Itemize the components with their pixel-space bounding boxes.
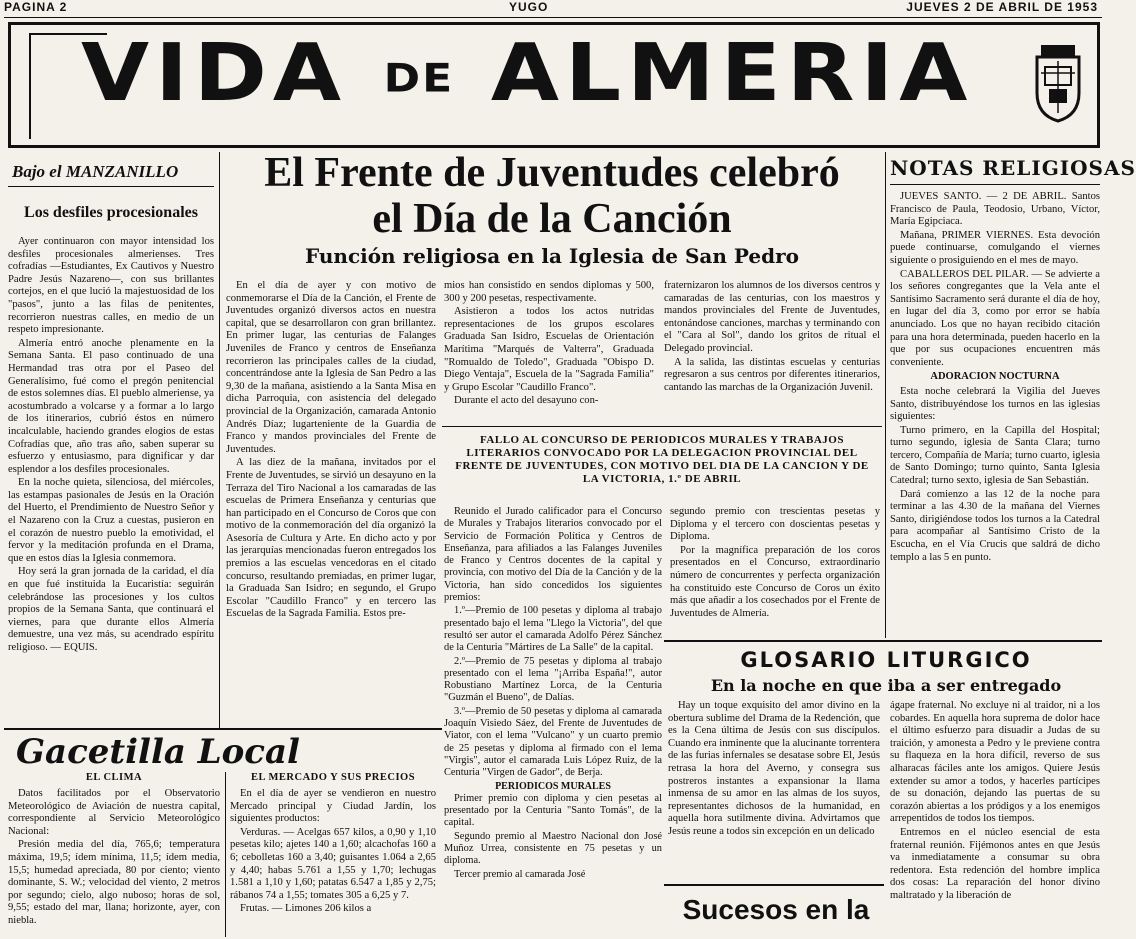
religious-notes-body <box>890 191 1100 564</box>
gacetilla-title: Gacetilla Local <box>16 732 300 772</box>
paragraph: 1.º—Premio de 100 pesetas y diploma al trabajo presentado bajo el lema "Llego la Victoria", del que resultó ser autor el camarada Adolfo Pérez Sánchez de la Centuria "Mártires de La Salle" de la capital. <box>444 605 662 654</box>
clima-body <box>8 788 220 929</box>
main-headline-line2: el Día de la Canción <box>372 196 732 242</box>
paragraph: Primer premio con diploma y cien pesetas al presentado por la Centuria "Santo Tomás", de la capital. <box>444 792 662 829</box>
masthead-word-almeria: ALMERIA <box>490 26 974 119</box>
glosario-col1 <box>668 700 880 840</box>
clima-subhead: EL CLIMA <box>85 772 143 783</box>
column-rule <box>885 152 886 638</box>
issue-date: JUEVES 2 DE ABRIL DE 1953 <box>906 0 1098 14</box>
paragraph: Durante el acto del desayuno con- <box>454 395 599 407</box>
mercado-subhead: EL MERCADO Y SUS PRECIOS <box>250 772 416 783</box>
page-header-bar <box>4 0 1102 16</box>
section-rule <box>664 640 1102 642</box>
fallo-headline: FALLO AL CONCURSO DE PERIODICOS MURALES Y TRABAJOS LITERARIOS CONVOCADO POR LA DELEGACION PROVINCIAL DEL FRENTE DE JUVENTUDES, CON MOTIVO DEL DIA DE LA CANCION Y DE LA VICTORIA, 1.º DE ABRIL <box>455 434 869 485</box>
kicker-rule <box>8 186 214 187</box>
paragraph: Almería entró anoche plenamente en la Semana Santa. El paso continuado de una Hermandad tras otra por el Paseo del Generalísimo, fué como el pregón penitencial de estos solemnes días. El pueblo almeriense, ya acostumbrado a volcarse y a formar a lo largo de los itinerarios, cubrió éstos en número incalculable, haciendo grandes elogios de estas Cofradías que, año tras año, saben superar su esfuerzo y entusiasmo, para dignificar y dar esplendor a los desfiles procesionales. <box>8 337 214 475</box>
paragraph: A las diez de la mañana, invitados por el Frente de Juventudes, se sirvió un desayuno en la Terraza del Tiro Nacional a los camaradas de las escuelas de Primera Enseñanza y centurias que han participado en el Concurso de Coros que con motivo de la conmemoración del día organizó la Asesoría de Cultura y Arte. En dicho acto y por las jerarquías mencionadas fueron entregados los premios a las escuelas vencedoras en el citado concurso, resultando premiadas, en primer lugar, la Graduada San Isidro; en segundo, el Grupo Escolar "Caudillo Franco" y en tercero las Escuelas de la Sagrada Familia. Estos pre- <box>226 457 436 620</box>
main-story-col1 <box>226 280 436 622</box>
section-kicker: Bajo el MANZANILLO <box>12 162 179 181</box>
paragraph: Verduras. — Acelgas 657 kilos, a 0,90 y 1,10 pesetas kilo; ajetes 140 a 1,60; alcachofas 160 a 6; cebolletas 160 a 3,40; guisantes 1.064 a 2,65 y 4,40; habas 5.761 a 1,55 y 1,70; lechugas 1.581 a 1,10 y 1,60; patatas 6.547 a 1,85 y 2,75; rábanos 74 a 1,55; tomates 305 a 6,25 y 7. <box>230 826 436 901</box>
section-rule <box>4 728 442 730</box>
paragraph: fraternizaron los alumnos de los diversos centros y camaradas de las centurias, con los maestros y mandos provinciales del Frente de Juventudes, entonándose canciones, marchas y terminando con el "Cara al Sol", dando los gritos de ritual el Delegado provincial. <box>664 280 880 354</box>
paragraph: ágape fraternal. No excluye ni al traidor, ni a los cobardes. En aquella hora suprema de dolor hace el último esfuerzo para disuadir a Judas de su traición, y amonesta a Pedro y le previene contra su flaqueza en la hora difícil, reverso de sus alharacas fáciles ante los amigos. Quiere Jesús extender su amor a todos, y hacerles partícipes de su donación, dejando las puertas de su corazón abiertas a los pródigos y a los enemigos arrepentidos de todos los tiempos. <box>890 700 1100 825</box>
paragraph: Mañana, PRIMER VIERNES. Esta devoción puede continuarse, comulgando el viernes siguiente o prosiguiendo en el mes de mayo. <box>890 229 1100 266</box>
column-rule <box>219 152 220 728</box>
paragraph: Segundo premio al Maestro Nacional don José Muñoz Urrea, consistente en 75 pesetas y un diploma. <box>444 830 662 867</box>
paragraph: Turno primero, en la Capilla del Hospital; turno segundo, iglesia de Santa Clara; turno tercero, Compañía de María; turno cuarto, iglesia de Santo Domingo; turno quinto, Santa Iglesia Catedral; turno sexto, iglesia de San Sebastián. <box>890 424 1100 487</box>
masthead-word-vida: VIDA <box>81 26 347 119</box>
fallo-col1 <box>444 506 662 882</box>
column-rule <box>225 772 226 937</box>
glosario-subhead: En la noche en que iba a ser entregado <box>710 676 1062 695</box>
adoracion-subhead: ADORACION NOCTURNA <box>930 371 1060 383</box>
paragraph: En el día de ayer se vendieron en nuestro Mercado principal y Ciudad Jardín, los siguientes productos: <box>230 788 436 825</box>
religious-notes-header: NOTAS RELIGIOSAS <box>890 156 1100 185</box>
paper-name: YUGO <box>509 0 549 14</box>
paragraph: En el día de ayer y con motivo de conmemorarse el Día de la Canción, el Frente de Juventudes organizó diversos actos en nuestra capital, que se desarrollaron con gran brillantez. En primer lugar, las centurias de Falanges Juveniles de Franco y centros de Enseñanza recorrieron las principales calles de la ciudad, concentrándose ante la Iglesia de San Pedro a las 9,30 de la mañana, asistiendo a la Santa Misa en dicha Parroquia, con asistencia del delegado provincial de la Organización, camarada Antonio Andrés Díaz; lugarteniente de la Guardia de Franco y mandos provinciales del Frente de Juventudes. <box>226 280 436 455</box>
paragraph: Por la magnífica preparación de los coros presentados en el Concurso, extraordinario número de concurrentes y perfecta organización ha constituido este Concurso de Coros un éxito más que añadir a los cosechados por el Frente de Juventudes de Almería. <box>670 544 880 619</box>
masthead-title <box>81 26 973 119</box>
main-subheadline: Función religiosa en la Iglesia de San Pedro <box>305 244 799 268</box>
paragraph: Hay un toque exquisito del amor divino en la obertura sublime del Drama de la Redención, que es la Cena última de Jesús con sus discípulos. Cuando era inminente que la alucinante torrentera de las furias infernales se desatase sobre El, Jesús retrasa la hora del Averno, y consegra sus postreros instantes a expansionar la llama inmensa de su amor en las almas de los suyos, representantes dichosos de la humanidad, en aquella hora sutilmente divina. Advirtamos que Jesús reune a todos sin excepción en un delicado <box>668 700 880 837</box>
paragraph: 3.º—Premio de 50 pesetas y diploma al camarada Joaquín Visiedo Sáez, del Frente de Juventudes de Viator, con el lema "Vulcano" y un cuarto premio de 25 pesetas y diploma al firmado con el lema "Virgis", autor el camarada Luis López Ruiz, de la Centuria "Virgen de Gador", de Berja. <box>444 705 662 779</box>
paragraph: Presión media del día, 765,6; temperatura máxima, 19,5; ídem mínima, 11,5; ídem media, 15,5; humedad apreciada, 80 por ciento; viento dominante, S. W.; velocidad del viento, 2 metros por segundo; cielo, algo nuboso; horas de sol, 9,55; estado del mar, llana; horizonte, ayer, con niebla. <box>8 839 220 926</box>
paragraph: Hoy será la gran jornada de la caridad, el día en que fué instituida la Eucaristía: seguirán celebrándose las procesiones y los cultos propios de la Semana Santa, que continuará el viernes, para que durante ellos Almería demuestre, una vez más, su acendrado espíritu religioso. — EQUIS. <box>8 566 214 653</box>
paragraph: Esta noche celebrará la Vigilia del Jueves Santo, distribuyéndose los turnos en las iglesias siguientes: <box>890 385 1100 423</box>
left-column <box>8 162 214 727</box>
glosario-header: GLOSARIO LITURGICO <box>740 648 1032 672</box>
paragraph: Reunido el Jurado calificador para el Concurso de Murales y Trabajos literarios convocado por el Servicio de Formación Política y Centros de Enseñanza, para afiliados a las Falanges Juveniles de Franco y Centros docentes de la capital y provincia, con motivo del Día de la Canción y de la Victoria, han sido concedidos los siguientes premios: <box>444 506 662 604</box>
religious-notes-column <box>890 156 1136 565</box>
article-headline: Los desfiles procesionales <box>24 204 198 221</box>
masthead-frame <box>8 22 1100 148</box>
article-body <box>8 236 214 656</box>
header-rule <box>4 17 1102 18</box>
paragraph: Dará comienzo a las 12 de la noche para terminar a las 4.30 de la mañana del Viernes Santo, dirigiéndose todos los turnos a la Catedral para acompañar al Santísimo Cristo de la Escucha, en el Vía Crucis que saldrá de dicho templo a las 5 en punto. <box>890 488 1100 563</box>
paragraph: 2.º—Premio de 75 pesetas y diploma al trabajo presentado con el lema "¡Arriba España!", autor Robustiano Martínez Lorca, de la Centuria "Guzmán el Bueno", de Dalías. <box>444 655 662 704</box>
main-story-col2 <box>444 280 654 409</box>
paragraph: En la noche quieta, silenciosa, del miércoles, las estampas pasionales de Jesús en la Oración del Huerto, el Prendimiento de Nuestro Señor y el Nazareno con la Cruz a cuestas, pusieron en el corazón de nuestro pueblo la emotividad, el fervor y la meditación profunda en el Drama, que en estos días la Iglesia conmemora. <box>8 477 214 564</box>
mercado-body <box>230 788 436 917</box>
masthead-word-de: DE <box>383 55 455 102</box>
fallo-col2 <box>670 506 880 621</box>
glosario-col2 <box>890 700 1100 904</box>
paragraph: mios han consistido en sendos diplomas y 500, 300 y 200 pesetas, respectivamente. <box>444 280 654 304</box>
paragraph: Asistieron a todos los actos nutridas representaciones de los grupos escolares Graduada San Isidro, Escuelas de Orientación Marítima "Marqués de Valterra", Graduada "Romualdo de Toledo", Graduada "Obispo D. Diego Ventaja", Escuela de la "Sagrada Familia" y Grupo Escolar "Caudillo Franco". <box>444 306 654 393</box>
paragraph: Ayer continuaron con mayor intensidad los desfiles procesionales almerienses. Tres cofradías —Estudiantes, Ex Cautivos y Nuestro Padre Jesús Nazareno—, con sus brillantes cortejos, en el que lució la majestuosidad de los "pasos", junto a las filas de penitentes, recorrieron nuestras calles, en medio de un respeto impresionante. <box>8 236 214 336</box>
paragraph: Datos facilitados por el Observatorio Meteorológico de Aviación de nuestra capital, correspondiente al Servicio Meteorológico Nacional: <box>8 788 220 837</box>
fallo-rule <box>442 426 882 427</box>
paragraph: CABALLEROS DEL PILAR. — Se advierte a los señores congregantes que la Vela ante el Santísimo Sacramento será durante el día de hoy, en lugar del día 3, como por error se había anunciado. Los que no hayan recibido citación para una hora determinada, pueden hacerlo en la que por sus ocupaciones encuentren más conveniente. <box>890 268 1100 368</box>
sucesos-header: Sucesos en la <box>682 894 870 925</box>
paragraph: A la salida, las distintas escuelas y centurias regresaron a sus centros por diferentes itinerarios, cantando las marchas de la Organización Juvenil. <box>664 356 880 393</box>
paragraph: JUEVES SANTO. — 2 DE ABRIL. Santos Francisco de Paula, Teodosio, Urbano, Víctor, María Egipciaca. <box>890 191 1100 228</box>
section-rule <box>664 884 884 886</box>
main-headline-line1: El Frente de Juventudes celebró <box>264 150 840 196</box>
paragraph: Entremos en el núcleo esencial de esta fraternal reunión. Fijémonos antes en que Jesús va inmediatamente a consumar su obra redentora. Esta redención del hombre implica dos cosas: La reparación del honor divino maltratado y la liberación de <box>890 826 1100 901</box>
paragraph: Frutas. — Limones 206 kilos a <box>240 903 372 915</box>
city-coat-of-arms-icon <box>1031 43 1085 119</box>
paragraph: segundo premio con trescientas pesetas y Diploma y el tercero con doscientas pesetas y Diploma. <box>670 506 880 543</box>
main-story-col3 <box>664 280 880 395</box>
paragraph: Tercer premio al camarada José <box>454 868 586 880</box>
murales-subhead: PERIODICOS MURALES <box>495 780 611 792</box>
page-number: PAGINA 2 <box>4 0 68 14</box>
